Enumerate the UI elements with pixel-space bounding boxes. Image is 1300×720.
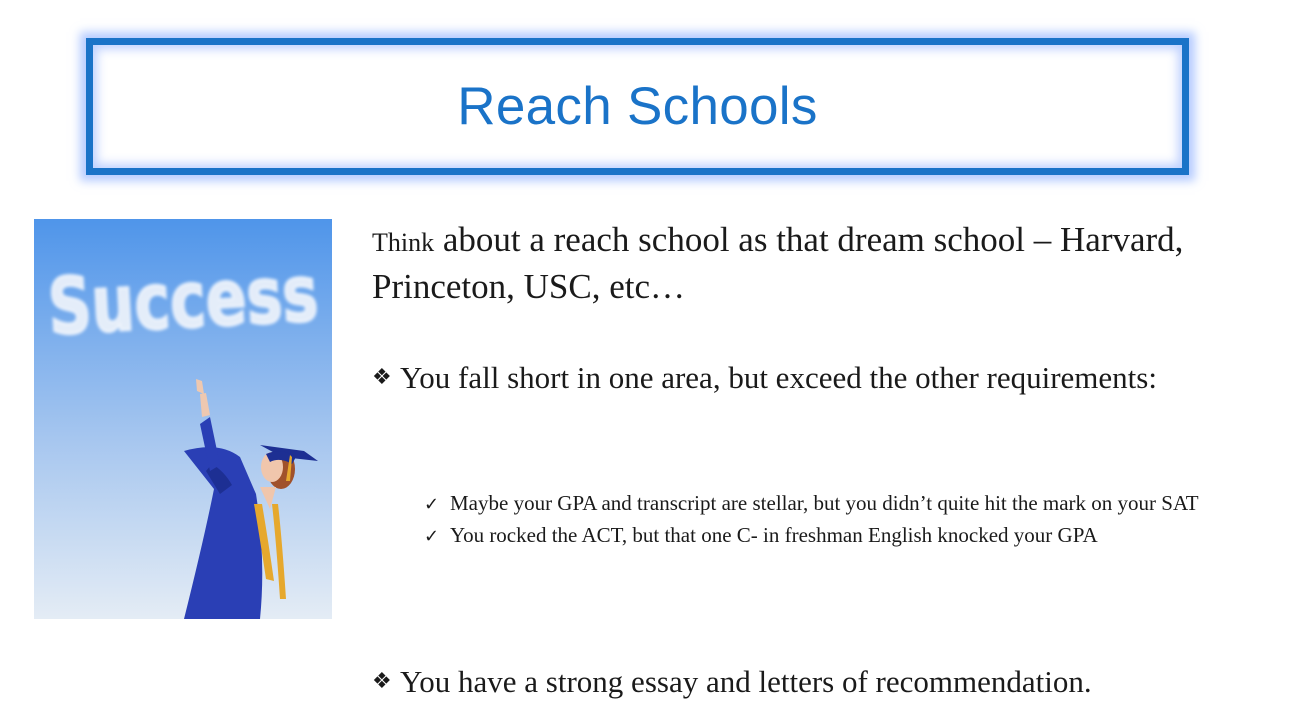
diamond-bullet-icon: ❖ (372, 669, 392, 694)
graduate-image (34, 219, 401, 619)
checkmark-icon: ✓ (424, 494, 440, 515)
intro-paragraph (372, 218, 1262, 309)
check-item (424, 520, 1264, 552)
bullet-item (372, 662, 1300, 702)
bullet-item (372, 358, 1160, 398)
slide-content (372, 218, 1262, 699)
check-item-text: You rocked the ACT, but that one C- in freshman English knocked your GPA (450, 523, 1098, 547)
title-box (86, 38, 1189, 175)
diamond-bullet-icon: ❖ (372, 365, 392, 390)
checkmark-icon: ✓ (424, 526, 440, 547)
intro-lead: Think (372, 228, 435, 257)
slide-title: Reach Schools (457, 77, 818, 136)
bullet-text: You fall short in one area, but exceed the other requirements: (400, 360, 1157, 395)
check-item-text: Maybe your GPA and transcript are stellar, but you didn’t quite hit the mark on your SAT (450, 491, 1199, 515)
cloud-word: Success (45, 244, 401, 354)
check-item (424, 488, 1264, 520)
intro-text: about a reach school as that dream school – Harvard, Princeton, USC, etc… (372, 220, 1184, 306)
check-list (424, 488, 1264, 552)
bullet-text: You have a strong essay and letters of recommendation. (400, 664, 1092, 699)
